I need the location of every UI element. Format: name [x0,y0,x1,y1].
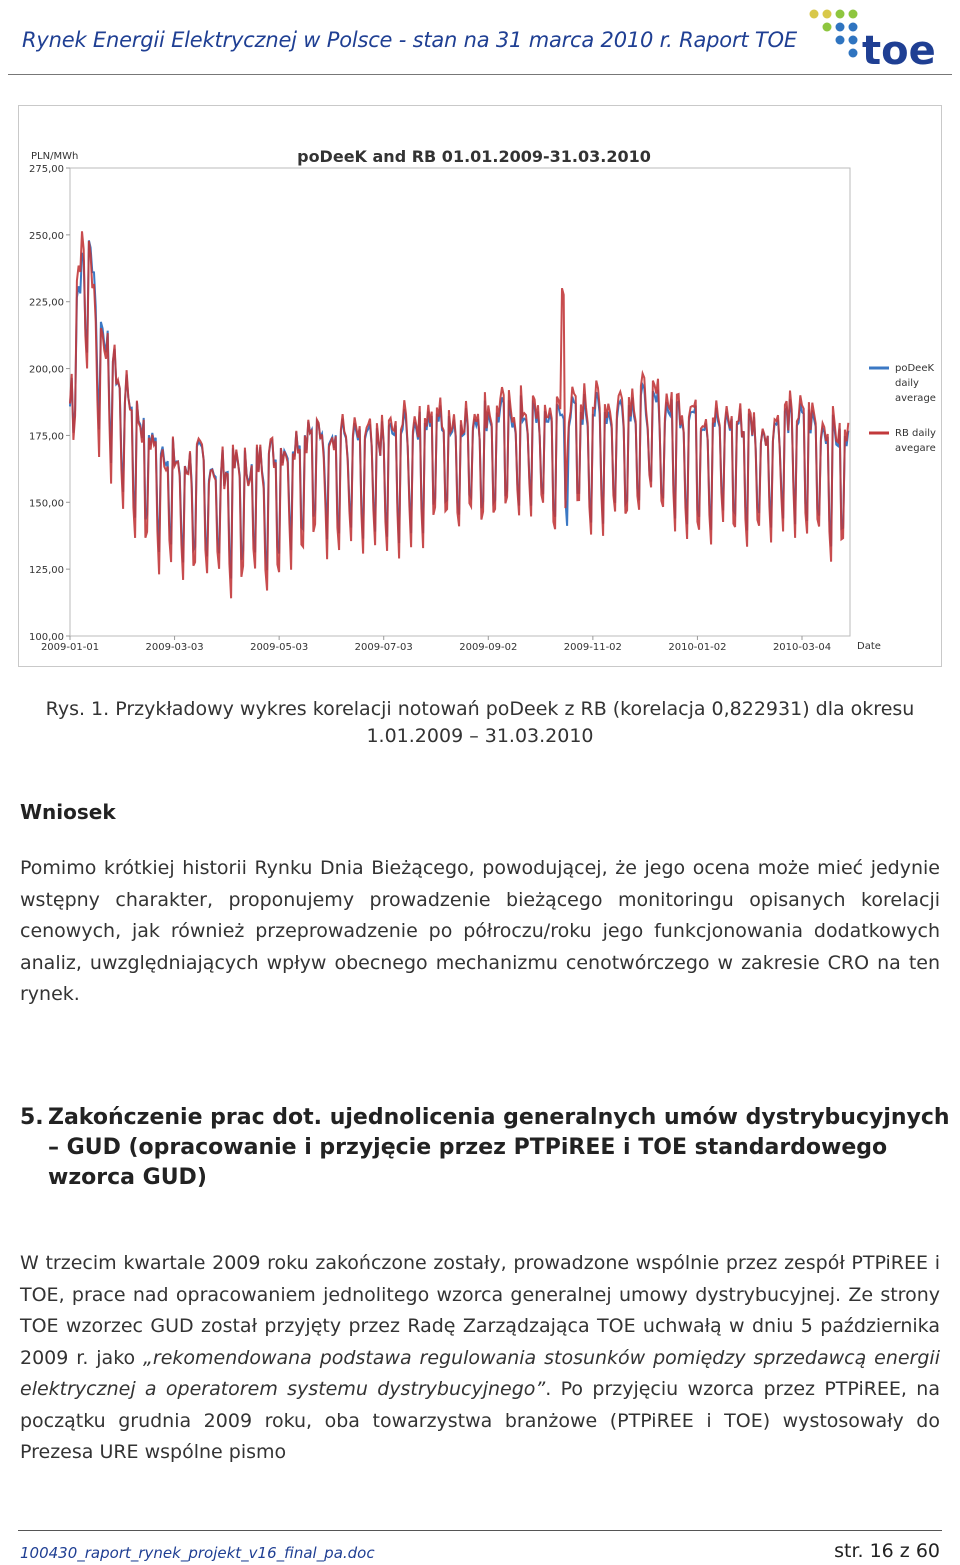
x-tick-label: 2009-01-01 [40,642,100,653]
document-header-title: Rynek Energii Elektrycznej w Polsce - stan na 31 marca 2010 r. Raport TOE [22,28,797,52]
logo-dot [849,49,858,58]
chart-title: poDeeK and RB 01.01.2009-31.03.2010 [297,147,651,166]
x-tick-label: 2009-05-03 [250,642,309,653]
footer-divider [18,1530,942,1531]
x-tick-label: 2010-01-02 [668,642,727,653]
x-tick-label: 2009-07-03 [354,642,413,653]
legend-label: daily [895,378,919,389]
y-axis-unit-label: PLN/MWh [31,151,79,162]
x-tick-label: 2009-03-03 [145,642,204,653]
line-chart [19,106,941,666]
chart-figure [18,105,942,667]
section-paragraph-text: . Po przyjęciu wzorca przez PTPiREE, na początku grudnia 2009 roku, oba towarzystwa branżowe (PTPiREE i TOE) wystosowały do Prezesa URE wspólne pismo [20,1378,940,1463]
y-tick-label: 125,00 [29,565,64,577]
section-paragraph [20,1248,940,1469]
x-tick-label: 2009-09-02 [459,642,518,653]
logo-dot [849,23,858,32]
logo-dot [849,36,858,45]
logo-wordmark: toe [862,28,936,68]
legend-label: poDeeK [895,363,935,374]
logo-dot [836,36,845,45]
figure-caption-line2: 1.01.2009 – 31.03.2010 [366,725,594,747]
series-line-rb [70,231,848,598]
plot-area [70,168,850,636]
section-number: 5. [20,1105,44,1130]
logo-dot [849,10,858,19]
logo-dot [836,10,845,19]
figure-caption-line1: Rys. 1. Przykładowy wykres korelacji notowań poDeek z RB (korelacja 0,822931) dla okresu [45,698,915,720]
y-tick-label: 200,00 [29,364,64,376]
y-tick-label: 250,00 [29,230,64,242]
logo-dot [836,23,845,32]
y-tick-label: 275,00 [29,164,64,175]
conclusion-heading: Wniosek [20,800,116,824]
header-divider [8,74,952,75]
toe-logo [806,4,946,68]
conclusion-paragraph: Pomimo krótkiej historii Rynku Dnia Bieżącego, powodującej, że jego ocena może mieć jedynie wstępny charakter, proponujemy prowadzenie bieżącego monitoringu opisanych korelacji cenowych, jak również przeprowadzenie po półroczu/roku jego funkcjonowania dodatkowych analiz, uwzględniających wpływ obecnego mechanizmu cenotwórczego w zakresie CRO na ten rynek. [20,857,940,1005]
legend-label: average [895,393,936,404]
x-tick-label: 2010-03-04 [772,642,832,653]
y-tick-label: 150,00 [29,498,64,510]
logo-dot [823,23,832,32]
x-tick-label: 2009-11-02 [563,642,622,653]
legend-label: RB daily [895,428,936,439]
section-heading [20,1103,950,1193]
section-title: Zakończenie prac dot. ujednolicenia generalnych umów dystrybucyjnych – GUD (opracowanie i przyjęcie przez PTPiREE i TOE standardowego wzorca GUD) [48,1105,950,1190]
footer-page-number: str. 16 z 60 [834,1540,940,1562]
y-tick-label: 100,00 [29,632,64,643]
y-tick-label: 225,00 [29,297,64,309]
logo-dot [810,10,819,19]
section-paragraph-quote: „rekomendowana podstawa regulowania stosunków pomiędzy sprzedawcą energii elektrycznej a operatorem systemu dystrybucyjnego” [20,1346,940,1400]
logo-dot [823,10,832,19]
legend-label: avegare [895,443,936,454]
footer-filename: 100430_raport_rynek_projekt_v16_final_pa.doc [20,1544,375,1562]
series-line-podeek [70,240,848,578]
y-tick-label: 175,00 [29,431,64,443]
section-paragraph-text: W trzecim kwartale 2009 roku zakończone zostały, prowadzone wspólnie przez zespół PTPiREE i TOE, prace nad opracowaniem jednolitego wzorca generalnej umowy dystrybucyjnej. Ze strony TOE wzorzec GUD został przyjęty przez Radę Zarządzająca TOE uchwałą w dniu 5 października 2009 r. jako [20,1252,940,1369]
x-axis-label: Date [857,641,881,652]
